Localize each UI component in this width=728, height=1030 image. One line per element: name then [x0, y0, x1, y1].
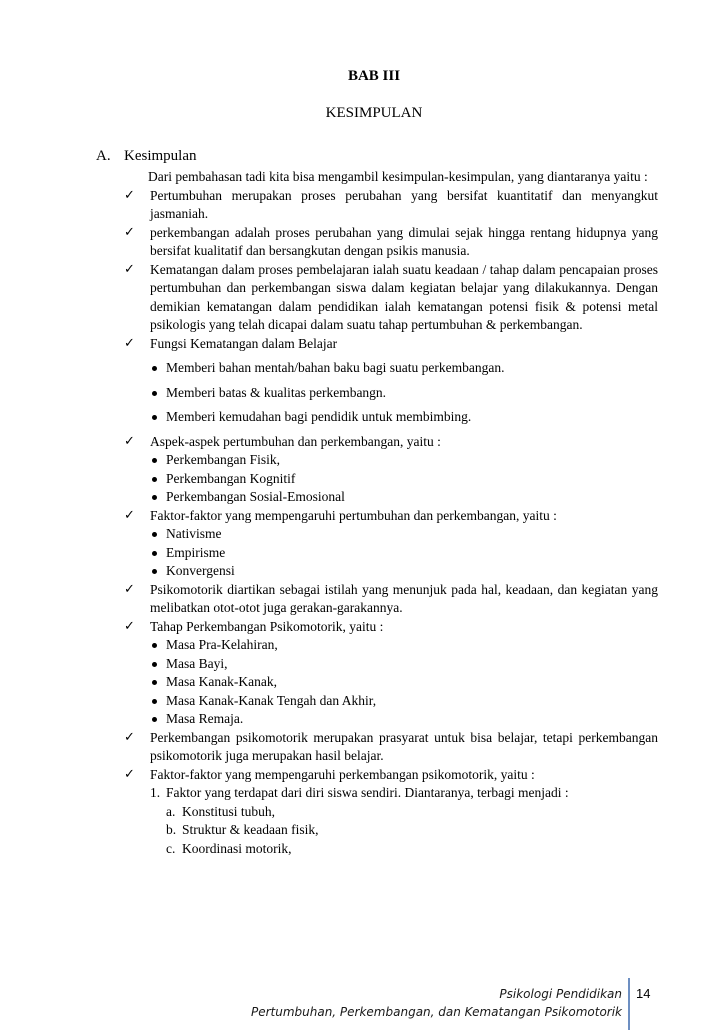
- bullet-list: [124, 525, 658, 581]
- check-icon: ✓: [124, 507, 135, 523]
- check-icon: ✓: [124, 581, 135, 597]
- checklist-item: ✓ Faktor-faktor yang mempengaruhi pertumbuhan dan perkembangan, yaitu :: [124, 507, 658, 526]
- chapter-heading: BAB III: [347, 68, 401, 84]
- lettered-item: b. Struktur & keadaan fisik,: [124, 821, 658, 840]
- bullet-icon: [152, 680, 157, 685]
- bullet-icon: [152, 551, 157, 556]
- item-letter: a.: [166, 803, 176, 819]
- bullet-icon: [152, 643, 157, 648]
- item-letter: b.: [166, 822, 177, 837]
- bullet-icon: [152, 366, 157, 371]
- chapter-subtitle: KESIMPULAN: [325, 105, 423, 121]
- list-item: Empirisme: [124, 544, 658, 563]
- check-icon: ✓: [124, 187, 135, 203]
- checklist-item: ✓ Psikomotorik diartikan sebagai istilah yang menunjuk pada hal, keadaan, dan kegiatan yang melibatkan otot-otot juga gerakan-garakannya.: [124, 581, 658, 615]
- section-heading: [96, 146, 197, 166]
- item-number: 1.: [150, 785, 161, 800]
- section-title: Kesimpulan: [124, 148, 197, 164]
- check-icon: ✓: [124, 261, 135, 277]
- list-item: Perkembangan Fisik,: [124, 451, 658, 470]
- list-item: Masa Kanak-Kanak Tengah dan Akhir,: [124, 692, 658, 711]
- list-item: Memberi kemudahan bagi pendidik untuk membimbing.: [124, 408, 658, 427]
- list-item: Masa Kanak-Kanak,: [124, 673, 658, 692]
- bullet-icon: [152, 569, 157, 574]
- checklist-item: ✓ Fungsi Kematangan dalam Belajar: [124, 335, 658, 354]
- checklist-item: ✓ Tahap Perkembangan Psikomotorik, yaitu :: [124, 618, 658, 637]
- page-number: 14: [636, 986, 651, 1001]
- bullet-icon: [152, 477, 157, 482]
- list-item: Masa Bayi,: [124, 655, 658, 674]
- checklist-item: ✓ Faktor-faktor yang mempengaruhi perkembangan psikomotorik, yaitu :: [124, 766, 658, 785]
- checklist-item: ✓ Aspek-aspek pertumbuhan dan perkembangan, yaitu :: [124, 433, 658, 452]
- bullet-icon: [152, 415, 157, 420]
- bullet-list: [124, 451, 658, 507]
- footer-divider: [628, 978, 630, 1030]
- list-item: Memberi bahan mentah/bahan baku bagi suatu perkembangan.: [124, 359, 658, 378]
- check-icon: ✓: [124, 766, 135, 782]
- list-item: Masa Pra-Kelahiran,: [124, 636, 658, 655]
- lettered-item: a. Konstitusi tubuh,: [124, 803, 658, 822]
- list-item: Memberi batas & kualitas perkembangn.: [124, 384, 658, 403]
- bullet-icon: [152, 699, 157, 704]
- check-icon: ✓: [124, 433, 135, 449]
- check-icon: ✓: [124, 335, 135, 351]
- conclusion-content: [124, 168, 658, 858]
- footer-topic: Pertumbuhan, Perkembangan, dan Kematangan Psikomotorik: [250, 1005, 622, 1019]
- footer-course: Psikologi Pendidikan: [499, 987, 622, 1001]
- list-item: Konvergensi: [124, 562, 658, 581]
- bullet-icon: [152, 458, 157, 463]
- checklist-item: ✓ Pertumbuhan merupakan proses perubahan yang bersifat kuantitatif dan menyangkut jasmaniah.: [124, 187, 658, 221]
- list-item: Nativisme: [124, 525, 658, 544]
- intro-paragraph: Dari pembahasan tadi kita bisa mengambil kesimpulan-kesimpulan, yang diantaranya yaitu :: [148, 169, 648, 184]
- bullet-list: [124, 359, 658, 427]
- list-item: Perkembangan Kognitif: [124, 470, 658, 489]
- bullet-icon: [152, 391, 157, 396]
- check-icon: ✓: [124, 224, 135, 240]
- list-item: Perkembangan Sosial-Emosional: [124, 488, 658, 507]
- bullet-icon: [152, 662, 157, 667]
- checklist-item: ✓ perkembangan adalah proses perubahan yang dimulai sejak hingga rentang hidupnya yang bersifat kualitatif dan bersangkutan dengan psikis manusia.: [124, 224, 658, 258]
- item-letter: c.: [166, 840, 176, 856]
- check-icon: ✓: [124, 729, 135, 745]
- list-item: Masa Remaja.: [124, 710, 658, 729]
- bullet-icon: [152, 717, 157, 722]
- bullet-icon: [152, 532, 157, 537]
- section-letter: A.: [96, 148, 111, 164]
- checklist-item: ✓ Kematangan dalam proses pembelajaran ialah suatu keadaan / tahap dalam pencapaian proses pertumbuhan dan perkembangan siswa dalam kegiatan belajar yang dilakukannya. Dengan demikian kematangan dalam pendidikan ialah kematangan potensi fisik & potensi metal psikologis yang telah dicapai dalam suatu tahap pertumbuhan & perkembangan.: [124, 261, 658, 332]
- lettered-item: c. Koordinasi motorik,: [124, 840, 658, 859]
- checklist-item: ✓ Perkembangan psikomotorik merupakan prasyarat untuk bisa belajar, tetapi perkembangan psikomotorik juga merupakan hasil belajar.: [124, 729, 658, 763]
- check-icon: ✓: [124, 618, 135, 634]
- bullet-list: [124, 636, 658, 729]
- numbered-item: 1. Faktor yang terdapat dari diri siswa sendiri. Diantaranya, terbagi menjadi :: [124, 784, 658, 803]
- bullet-icon: [152, 495, 157, 500]
